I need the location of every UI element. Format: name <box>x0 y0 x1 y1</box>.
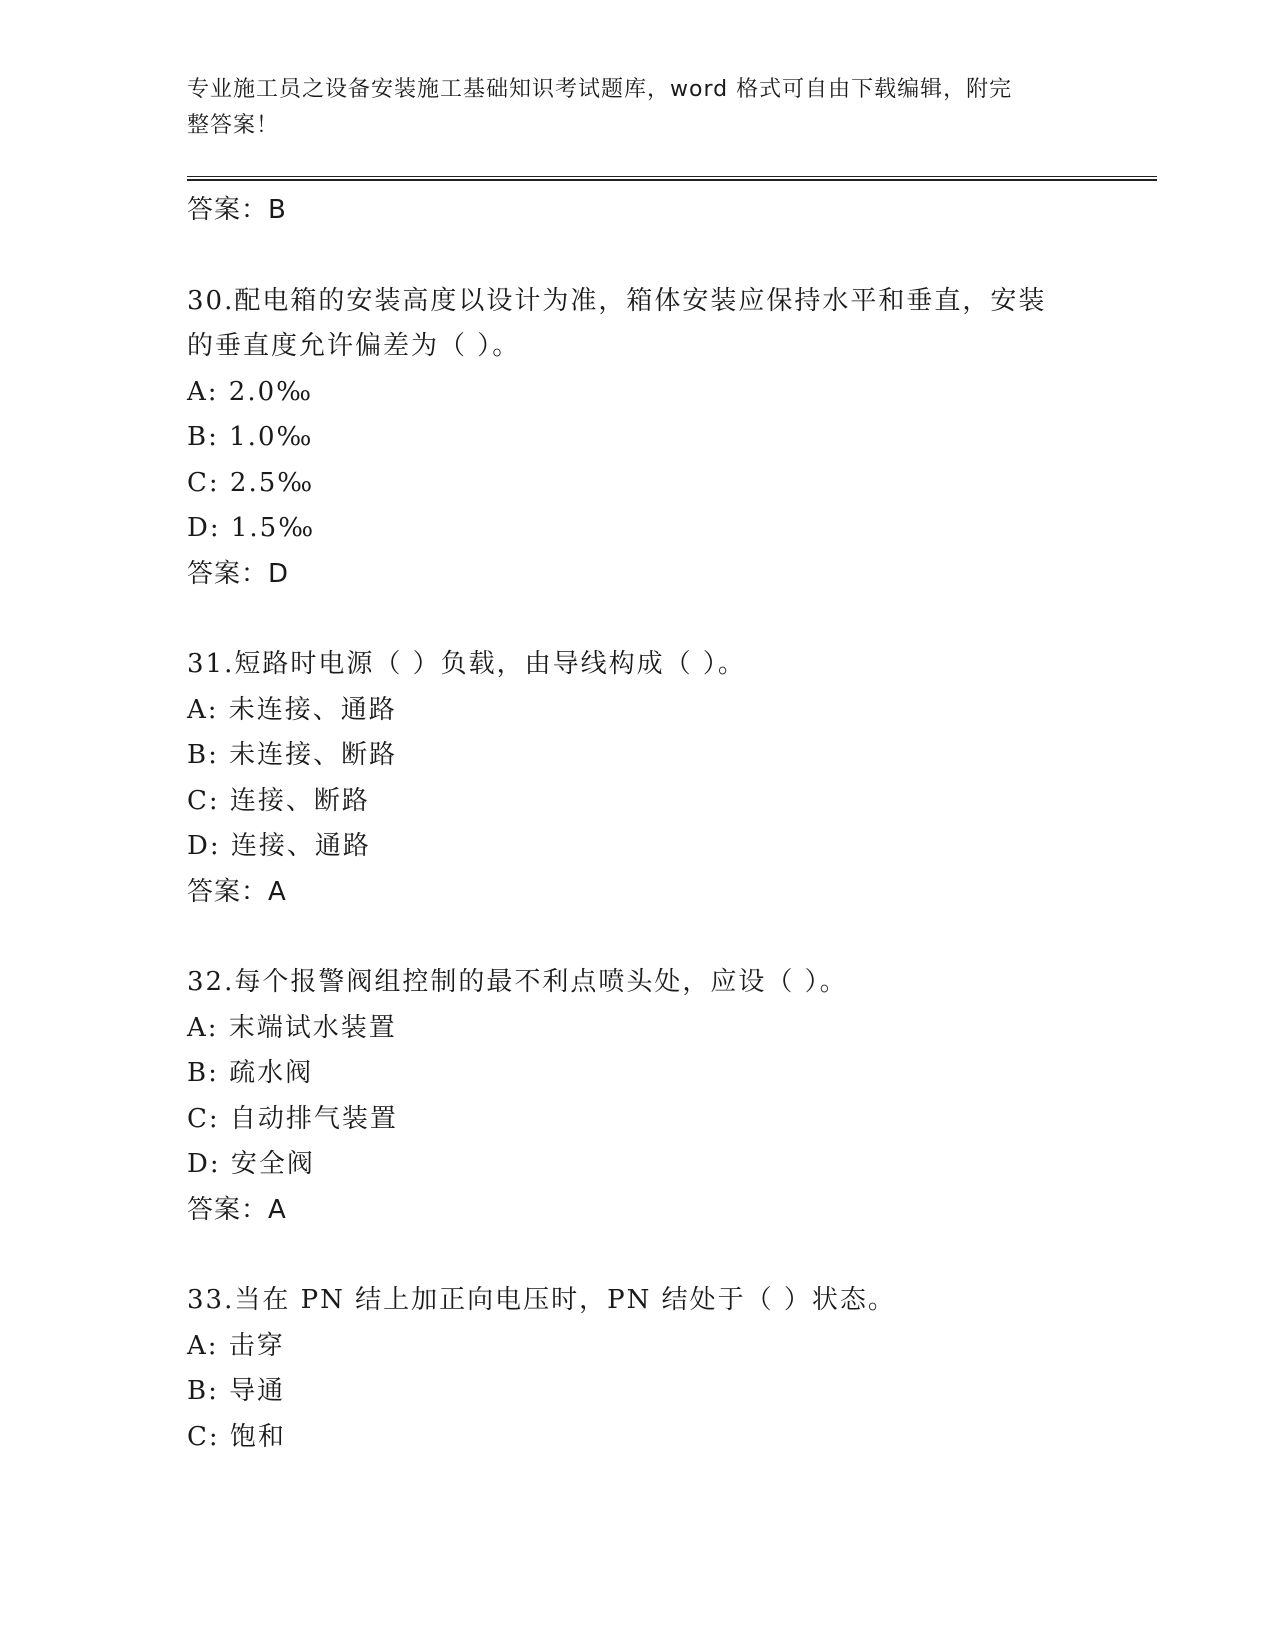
option-b: B: 疏水阀 <box>187 1058 314 1088</box>
header-divider <box>187 176 1157 181</box>
question-stem: 32.每个报警阀组控制的最不利点喷头处，应设（ ）。 <box>187 967 848 997</box>
spacer <box>187 234 1087 279</box>
option-c: C: 2.5‰ <box>187 467 315 498</box>
header-line-1: 专业施工员之设备安装施工基础知识考试题库，word 格式可自由下载编辑，附完 <box>187 77 1013 102</box>
question-answer: 答案：D <box>187 558 290 589</box>
question-block <box>187 1278 1087 1460</box>
option-c: C: 饱和 <box>187 1421 286 1452</box>
option-a: A: 末端试水装置 <box>187 1012 397 1043</box>
option-a: A: 2.0‰ <box>187 376 314 407</box>
question-stem: 33.当在 PN 结上加正向电压时，PN 结处于（ ）状态。 <box>187 1285 896 1315</box>
option-a: A: 击穿 <box>187 1330 285 1361</box>
option-b: B: 导通 <box>187 1376 286 1406</box>
previous-answer: 答案：B <box>187 195 287 225</box>
header-line-2: 整答案！ <box>187 113 280 138</box>
question-stem: 31.短路时电源（ ）负载，由导线构成（ ）。 <box>187 649 746 679</box>
option-b: B: 1.0‰ <box>187 422 314 452</box>
option-a: A: 未连接、通路 <box>187 694 397 725</box>
question-block <box>187 960 1087 1233</box>
option-d: D: 连接、通路 <box>187 831 371 861</box>
option-d: D: 安全阀 <box>187 1149 315 1179</box>
spacer <box>187 597 1087 642</box>
question-list <box>187 188 1087 1460</box>
question-stem-continued: 的垂直度允许偏差为（ ）。 <box>187 331 521 361</box>
question-answer: 答案：A <box>187 1194 287 1225</box>
option-c: C: 自动排气装置 <box>187 1103 398 1134</box>
spacer <box>187 915 1087 960</box>
option-d: D: 1.5‰ <box>187 513 316 543</box>
question-block <box>187 279 1087 598</box>
document-header <box>187 72 1077 144</box>
option-b: B: 未连接、断路 <box>187 740 398 770</box>
question-stem: 30.配电箱的安装高度以设计为准，箱体安装应保持水平和垂直，安装 <box>187 285 1047 316</box>
question-answer: 答案：A <box>187 876 287 907</box>
question-block <box>187 642 1087 915</box>
spacer <box>187 1233 1087 1278</box>
option-c: C: 连接、断路 <box>187 785 370 816</box>
